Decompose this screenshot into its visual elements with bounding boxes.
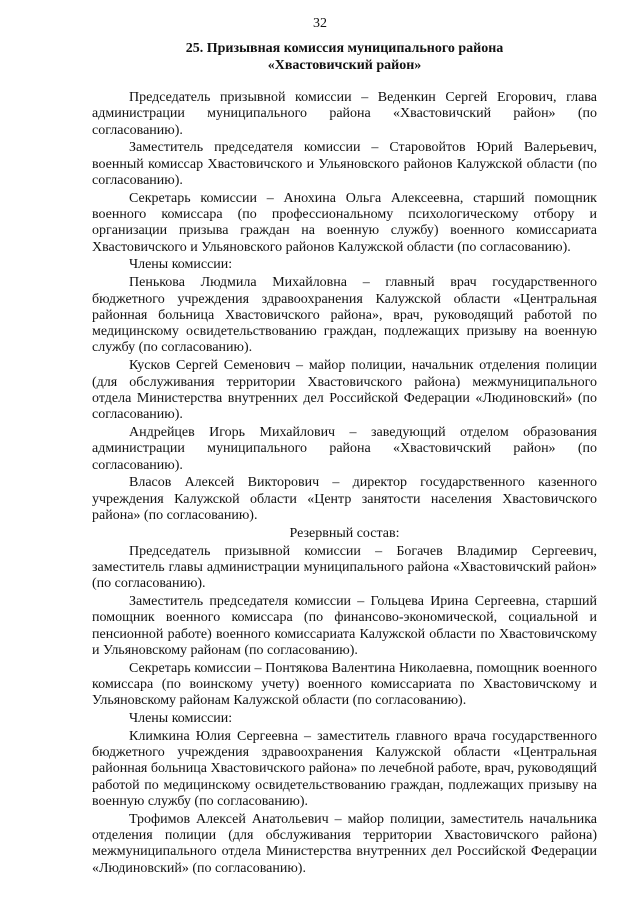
document-body [92, 90, 597, 878]
reserve-deputy-chairman-paragraph: Заместитель председателя комиссии – Гольцева Ирина Сергеевна, старший помощник военного комиссара (по финансово-экономической, социальной и пенсионной работе) военного комиссариата Калужской области по Хвастовичскому и Ульяновскому районам (по согласованию). [92, 593, 597, 658]
reserve-member-paragraph: Трофимов Алексей Анатольевич – майор полиции, заместитель начальника отделения полиции (для обслуживания территории Хвастовичского района) межмуниципального отдела Министерства внутренних дел Российской Федерации «Людиновский» (по согласованию). [92, 811, 597, 876]
reserve-members-label: Члены комиссии: [129, 710, 233, 726]
member-paragraph: Пенькова Людмила Михайловна – главный врач государственного бюджетного учреждения здравоохранения Калужской области «Центральная районная больница Хвастовичского района», врач, руководящий работой по медицинскому освидетельствованию граждан, подлежащих призыву на военную службу (по согласованию). [92, 275, 597, 356]
member-paragraph: Кусков Сергей Семенович – майор полиции, начальник отделения полиции (для обслуживания территории Хвастовичского района) межмуниципального отдела Министерства внутренних дел Российской Федерации «Людиновский» (по согласованию). [92, 358, 597, 423]
secretary-paragraph: Секретарь комиссии – Анохина Ольга Алексеевна, старший помощник военного комиссара (по профессиональному психологическому отбору и организации призыва граждан на военную службу) военного комиссариата Хвастовичского и Ульяновского районов Калужской области (по согласованию). [92, 190, 597, 255]
member-paragraph: Андрейцев Игорь Михайлович – заведующий отделом образования администрации муниципального района «Хвастовичский район» (по согласованию). [92, 424, 597, 473]
reserve-secretary-paragraph: Секретарь комиссии – Понтякова Валентина Николаевна, помощник военного комиссара (по воинскому учету) военного комиссариата по Хвастовичскому и Ульяновскому районам Калужской области (по согласованию). [92, 660, 597, 709]
reserve-chairman-paragraph: Председатель призывной комиссии – Богачев Владимир Сергеевич, заместитель главы администрации муниципального района «Хвастовичский район» (по согласованию). [92, 543, 597, 592]
member-paragraph: Власов Алексей Викторович – директор государственного казенного учреждения Калужской области «Центр занятости населения Хвастовичского района» (по согласованию). [92, 475, 597, 523]
reserve-composition-label: Резервный состав: [289, 525, 400, 541]
section-title [92, 40, 597, 74]
page-number: 32 [313, 16, 327, 31]
chairman-paragraph: Председатель призывной комиссии – Веденкин Сергей Егорович, глава администрации муниципального района «Хвастовичский район» (по согласованию). [92, 90, 597, 138]
deputy-chairman-paragraph: Заместитель председателя комиссии – Старовойтов Юрий Валерьевич, военный комиссар Хвастовичского и Ульяновского районов Калужской области (по согласованию). [92, 140, 597, 188]
reserve-member-paragraph: Климкина Юлия Сергеевна – заместитель главного врача государственного бюджетного учреждения здравоохранения Калужской области «Центральная районная больница Хвастовичского района» по лечебной работе, врач, руководящий работой по медицинскому освидетельствованию граждан, подлежащих призыву на военную службу (по согласованию). [92, 728, 597, 809]
members-label: Члены комиссии: [129, 257, 233, 273]
section-title-line-1: 25. Призывная комиссия муниципального района [185, 41, 504, 56]
section-title-line-2: «Хвастовичский район» [267, 58, 422, 73]
